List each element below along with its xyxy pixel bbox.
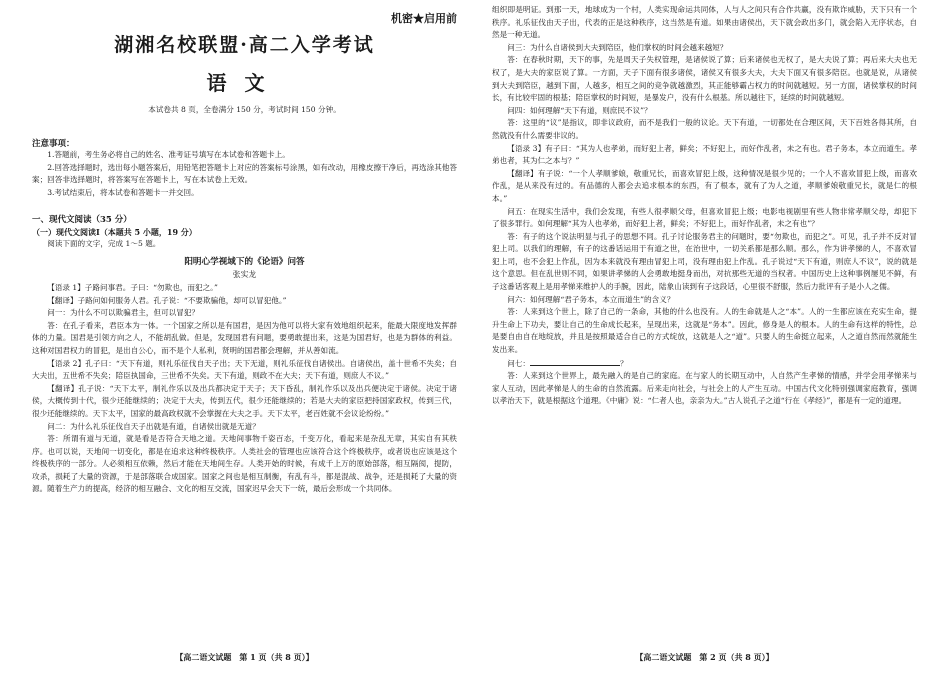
article-author: 张实龙: [232, 269, 257, 279]
article-paragraph: 问一：为什么不可以欺骗君主，但可以冒犯？: [47, 308, 200, 318]
subject-title: 语文: [206, 71, 283, 95]
article-paragraph: 【语录 2】孔子曰：“天下有道，则礼乐征伐自天子出；天下无道，则礼乐征伐自诸侯出。自诸侯出，盖十世希不失矣；自大夫出，五世希不失矣；陪臣执国命，三世希不失矣。天下有道，则政不在大夫；天下有道，则庶人不议。”: [32, 358, 457, 381]
article-paragraph: 问五：在现实生活中，我们会发现，有些人很孝顺父母，但喜欢冒犯上级；电影电视剧里有些人物非常孝顺父母，却犯下了很多罪行。如何理解“其为人也孝弟，而好犯上者，鲜矣；不好犯上，而好作乱者，未之有也”？: [492, 206, 917, 229]
answer-blank: [530, 357, 620, 366]
article-paragraph: 答：有子的这个说法明显与孔子的思想不同。孔子讨论服务君主的问题时，要“勿欺也，而犯之”。可见，孔子并不反对冒犯上司。以我们的理解，有子的这番话运用于有道之世，在治世中，一切关系都是那么顺。那么，作为讲孝悌的人，不喜欢冒犯上司，也不会犯上作乱，因为本来就没有理由冒犯上司，没有理由犯上作乱。孔子说过“天下有道，则庶人不议”，说的就是这个意思。但在乱世则不同，如果讲孝悌的人会勇敢地挺身而出，对抗那些无道的当权者。中国历史上这种事例屡见不鲜，有子这番话客观上是用孝悌来维护人的手腕，因此，陆象山读到有子这段话，心里很不舒服，然后力批评有子是小人之儒。: [492, 231, 917, 292]
page-footer: 【高二语文试题 第 1 页（共 8 页）】: [175, 652, 314, 662]
article-paragraph: 问六：如何理解“君子务本，本立而道生”的含义？: [507, 294, 675, 304]
article-paragraph: 【翻译】有子说：“一个人孝顺爹娘，敬重兄长，而喜欢冒犯上级，这种情况是很少见的；一个人不喜欢冒犯上级，而喜欢作乱，是从来没有过的。有品德的人都会去追求根本的东西，有了根本，就有了为人之道，孝顺爹娘敬重兄长，就是仁的根本。”: [492, 168, 917, 203]
article-paragraph: 【语录 3】有子曰：“其为人也孝弟，而好犯上者，鲜矣；不好犯上，而好作乱者，未之有也。君子务本，本立而道生。孝弟也者，其为仁之本与？”: [492, 143, 917, 166]
question-7-mark: ？: [619, 358, 628, 368]
article-paragraph: 问三：为什么自诸侯到大夫到陪臣，他们掌权的时间会越来越短？: [507, 42, 728, 52]
section-heading: 一、现代文阅读（35 分）: [32, 215, 132, 226]
notice-item: 3.考试结束后，将本试卷和答题卡一并交回。: [47, 187, 199, 197]
article-paragraph: 答：所谓有道与无道，就是看是否符合天地之道。天地间事物千姿百态，千变万化，看起来是杂乱无章，其实自有其秩序。也可以说，天地间一切变化，都是在追求这种终极秩序。人类社会的管理也应该符合这个终极秩序，或者说也应该是这个终极秩序的一部分。人必须相互依赖，然后才能在天地间生存。人类开始的时候，有成千上万的原始部落，相互隔阂，提防，攻杀，损耗了大量的资源，于是部落联合成国家。国家之间也是相互制衡，有乱有斗，都是混战、战争，还是损耗了大量的资源。随着生产力的提高，经济的相互融合、文化的相互交流，国家迟早会天下一统，最后会形成一个共同体。: [32, 434, 457, 494]
notice-item: 2.回答选择题时，选出每小题答案后，用铅笔把答题卡上对应的答案标号涂黑，如有改动，用橡皮擦干净后，再选涂其他答案；回答非选择题时，将答案写在答题卡上，写在本试卷上无效。: [32, 162, 457, 185]
article-paragraph: 【语录 1】子路问事君。子曰：“勿欺也，而犯之。”: [47, 282, 218, 292]
notice-title: 注意事项：: [32, 139, 75, 149]
notice-item: 1.答题前，考生务必将自己的姓名、准考证号填写在本试卷和答题卡上。: [47, 150, 290, 159]
right-page: [492, 0, 917, 673]
article-paragraph: 答：人来到这个世界上，最先融入的是自己的家庭。在与家人的长期互动中，人自然产生孝悌的情感，并学会用孝悌来与家人互动，因此孝悌是人的生命的自然流露。后来走向社会，与社会上的人产生互动。中国古代文化特别强调家庭教育，强调以孝治天下，就是根据这个道理。《中庸》说：“仁者人也，亲亲为大。”古人说孔子之道“行在《孝经》”，都是有一定的道理。: [492, 371, 917, 406]
article-paragraph: 问四：如何理解“天下有道，则庶民不议”？: [507, 105, 652, 115]
confidential-mark: 机密★启用前: [391, 12, 457, 25]
article-paragraph: 问二：为什么礼乐征伐自天子出就是有道，自诸侯出就是无道？: [47, 421, 260, 431]
article-title: 阳明心学视域下的《论语》问答: [184, 256, 305, 267]
page-footer: 【高二语文试题 第 2 页（共 8 页）】: [635, 652, 774, 662]
left-page: [32, 0, 457, 673]
reading-instruction: 阅读下面的文字，完成 1～5 题。: [47, 239, 161, 249]
article-paragraph: 答：在孔子看来，君臣本为一体。一个国家之所以是有国君，是因为他可以将大家有效地组织起来，能最大限度地发挥群体的力量。国君是引领方向之人，不能胡乱做。但是，发现国君有问题，要勇敢提出来，这是为国君好，也是为群体的利益。这种对国君权力的冒犯，是出自公心，而不是个人私利，贤明的国君都会理解，并从善如流。: [32, 320, 457, 355]
article-paragraph: 【翻译】子路问如何服务人君。孔子说：“不要欺骗他，却可以冒犯他。”: [47, 295, 287, 305]
article-paragraph: 【翻译】孔子说：“天下太平，制礼作乐以及出兵都决定于天子；天下昏乱，制礼作乐以及出兵便决定于诸侯。决定于诸侯，大概传到十代，很少还能继续的；决定于大夫，传到五代，很少还能继续的；若是大夫的家臣把持国家政权，传到三代，很少还能继续的。天下太平，国家的最高政权就不会掌握在大夫之手。天下太平，老百姓就不会议论纷纷。”: [32, 383, 457, 418]
question-7: [492, 357, 917, 371]
question-7-label: 问七：: [507, 358, 530, 368]
exam-title: 湖湘名校联盟·高二入学考试: [114, 34, 375, 56]
exam-info: 本试卷共 8 页，全卷满分 150 分，考试时间 150 分钟。: [148, 105, 341, 114]
subsection-heading: （一）现代文阅读Ⅰ（本题共 5 小题，19 分）: [32, 227, 197, 238]
article-paragraph: 组织即是明证。到那一天，地球成为一个村，人类实现命运共同体，人与人之间只有合作共赢，没有欺诈威胁，天下只有一个秩序。礼乐征伐由天子出，代表的正是这种秩序，这当然是有道。如果由诸侯出，天下就会政出多门，就会陷入无序状态，自然是一种无道。: [492, 5, 917, 40]
article-paragraph: 答：这里的“议”是指议，即非议政府，而不是我们一般的议论。天下有道，一切都处在合理区间，天下百姓各得其所，自然就没有什么需要非议的。: [492, 118, 917, 140]
article-paragraph: 答：人来到这个世上，除了自己的一条命，其他的什么也没有。人的生命就是人之“本”。人的一生都应该在充实生命，提升生命上下功夫，要让自己的生命成长起来，呈现出来，这就是“务本”。因此，修身是人的根本。人的生命有这样的特性，总是要自由自在地绽放，并且是按照最适合自己的方式绽放，这就是人之“道”。只要人的生命挺立起来，人之道自然而然就能生发出来。: [492, 307, 917, 355]
article-paragraph: 答：在春秋时期，天下的事，先是周天子失权管理，是诸侯说了算；后来诸侯也无权了，是大夫说了算；再后来大夫也无权了，是大夫的家臣说了算。一方面，天子下面有很多诸侯，诸侯又有很多大夫，大夫下面又有很多陪臣。也就是说，从诸侯到大夫到陪臣，越到下面，人越多，相互之间的竞争就越激烈，其正能够霸占权力的时间就越短。另一方面，诸侯掌权的时间长，有比较牢固的根基；陪臣掌权的时间短，是暴发户，没有什么根基。所以越往下，延续的时间就越短。: [492, 55, 917, 103]
